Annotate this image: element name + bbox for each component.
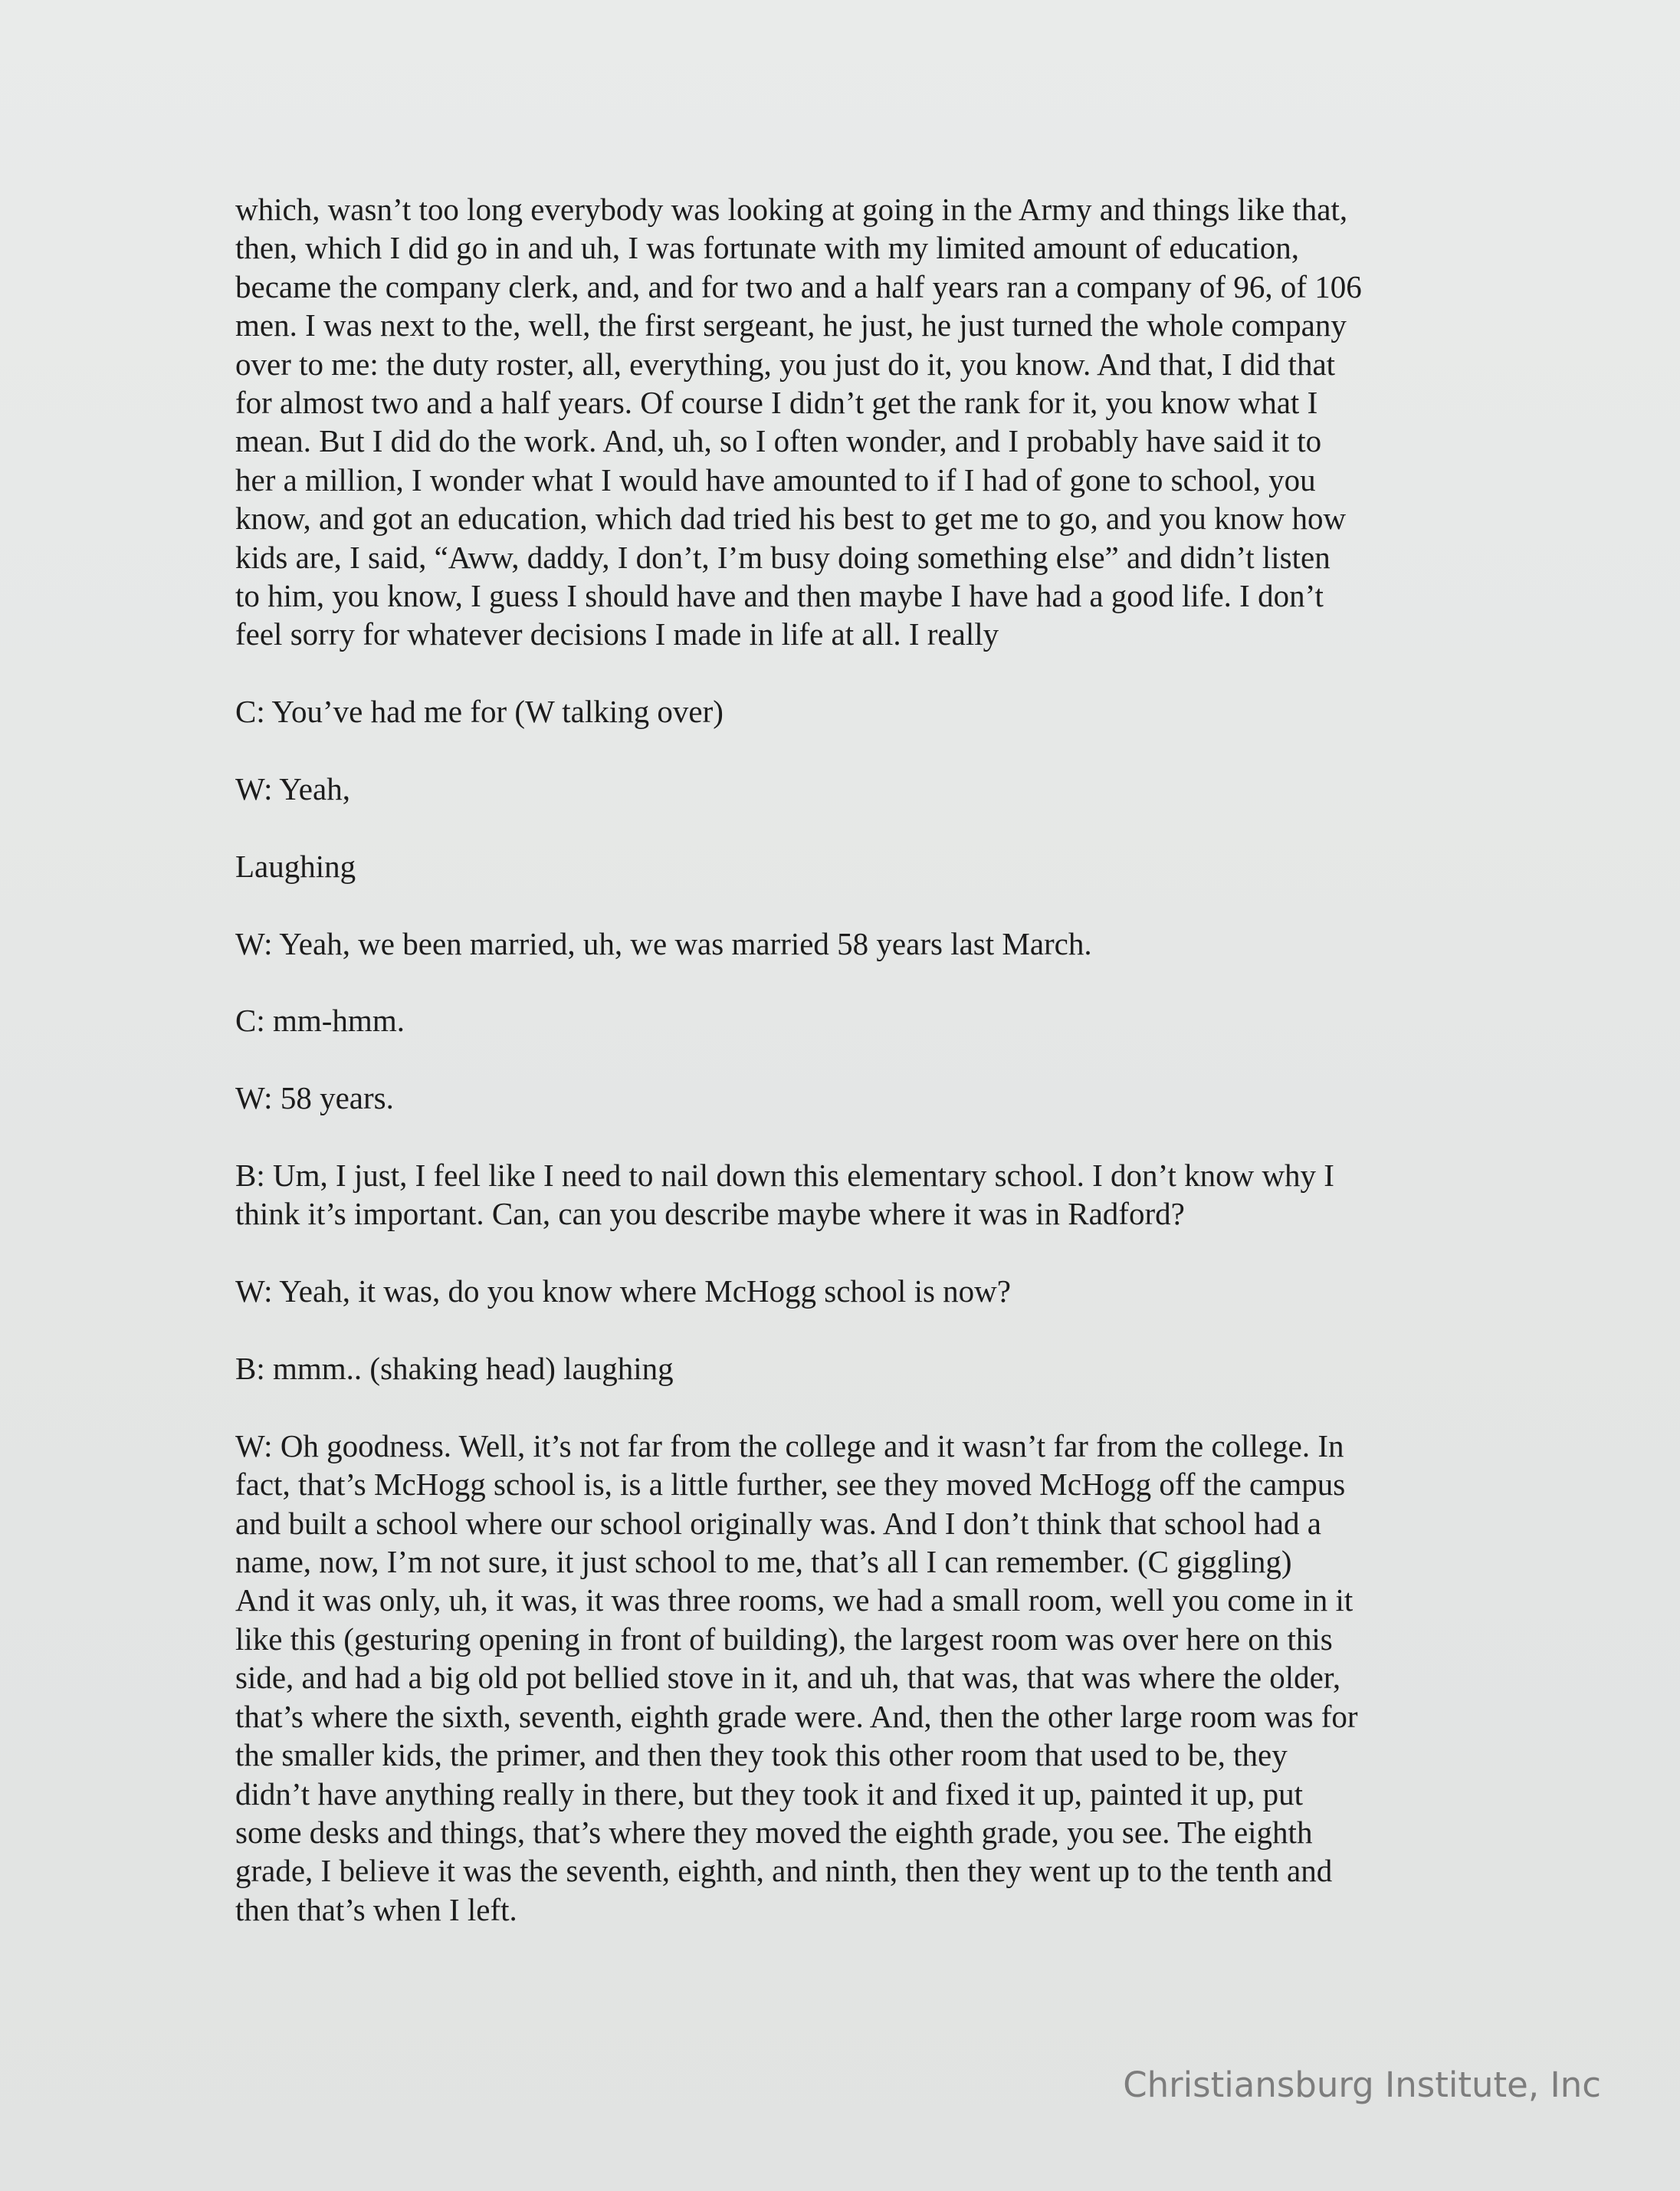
transcript-line: over to me: the duty roster, all, everything, you just do it, you know. And that, I did that — [235, 346, 1336, 382]
transcript-paragraph — [235, 1156, 1446, 1233]
transcript-line: then, which I did go in and uh, I was fortunate with my limited amount of education, — [235, 230, 1300, 266]
transcript-paragraph — [235, 770, 1446, 808]
transcript-line: B: Um, I just, I feel like I need to nail down this elementary school. I don’t know why I — [235, 1158, 1334, 1194]
transcript-line: C: mm-hmm. — [235, 1003, 405, 1039]
transcript-line: didn’t have anything really in there, but they took it and fixed it up, painted it up, put — [235, 1775, 1303, 1812]
transcript-line: to him, you know, I guess I should have and then maybe I have had a good life. I don’t — [235, 578, 1324, 614]
transcript-paragraph — [235, 1001, 1446, 1040]
transcript-line: B: mmm.. (shaking head) laughing — [235, 1351, 674, 1387]
transcript-line: W: Yeah, — [235, 771, 350, 807]
transcript-line: name, now, I’m not sure, it just school to me, that’s all I can remember. (C giggling) — [235, 1544, 1292, 1580]
transcript-line: and built a school where our school originally was. And I don’t think that school had a — [235, 1505, 1321, 1541]
transcript-paragraph — [235, 1079, 1446, 1117]
transcript-line: know, and got an education, which dad tried his best to get me to go, and you know how — [235, 501, 1347, 537]
transcript-line: W: Oh goodness. Well, it’s not far from the college and it wasn’t far from the college. In — [235, 1427, 1344, 1463]
transcript-line: mean. But I did do the work. And, uh, so I often wonder, and I probably have said it to — [235, 423, 1322, 459]
transcript-paragraph — [235, 1272, 1446, 1310]
transcript-line: men. I was next to the, well, the first sergeant, he just, he just turned the whole company — [235, 307, 1347, 343]
transcript-line: her a million, I wonder what I would have amounted to if I had of gone to school, you — [235, 462, 1316, 498]
transcript-line: side, and had a big old pot bellied stove in it, and uh, that was, that was where the older, — [235, 1660, 1341, 1696]
transcript-body — [235, 190, 1446, 1968]
transcript-line: think it’s important. Can, can you describe maybe where it was in Radford? — [235, 1196, 1185, 1232]
transcript-line: some desks and things, that’s where they moved the eighth grade, you see. The eighth — [235, 1814, 1313, 1850]
transcript-paragraph — [235, 1349, 1446, 1388]
transcript-line: which, wasn’t too long everybody was looking at going in the Army and things like that, — [235, 192, 1348, 227]
transcript-line: feel sorry for whatever decisions I made in life at all. I really — [235, 616, 999, 652]
transcript-line: became the company clerk, and, and for two and a half years ran a company of 96, of 106 — [235, 268, 1362, 304]
transcript-line: grade, I believe it was the seventh, eighth, and ninth, then they went up to the tenth and — [235, 1853, 1333, 1889]
transcript-paragraph — [235, 692, 1446, 731]
transcript-paragraph — [235, 1427, 1446, 1929]
transcript-line: for almost two and a half years. Of course I didn’t get the rank for it, you know what I — [235, 385, 1318, 421]
watermark: Christiansburg Institute, Inc — [1123, 2065, 1601, 2105]
transcript-line: W: 58 years. — [235, 1080, 394, 1116]
transcript-line: And it was only, uh, it was, it was three rooms, we had a small room, well you come in it — [235, 1582, 1354, 1618]
transcript-line: W: Yeah, it was, do you know where McHogg school is now? — [235, 1273, 1011, 1309]
transcript-line: like this (gesturing opening in front of building), the largest room was over here on this — [235, 1621, 1333, 1657]
transcript-line: then that’s when I left. — [235, 1891, 517, 1927]
transcript-line: that’s where the sixth, seventh, eighth grade were. And, then the other large room was for — [235, 1698, 1358, 1734]
transcript-line: kids are, I said, “Aww, daddy, I don’t, I’m busy doing something else” and didn’t listen — [235, 539, 1331, 575]
transcript-line: the smaller kids, the primer, and then they took this other room that used to be, they — [235, 1737, 1288, 1773]
transcript-line: C: You’ve had me for (W talking over) — [235, 694, 724, 730]
transcript-line: W: Yeah, we been married, uh, we was married 58 years last March. — [235, 925, 1092, 961]
transcript-paragraph — [235, 190, 1446, 654]
transcript-paragraph — [235, 925, 1446, 963]
transcript-line: Laughing — [235, 848, 356, 884]
transcript-line: fact, that’s McHogg school is, is a little further, see they moved McHogg off the campus — [235, 1467, 1346, 1503]
transcript-paragraph — [235, 847, 1446, 885]
